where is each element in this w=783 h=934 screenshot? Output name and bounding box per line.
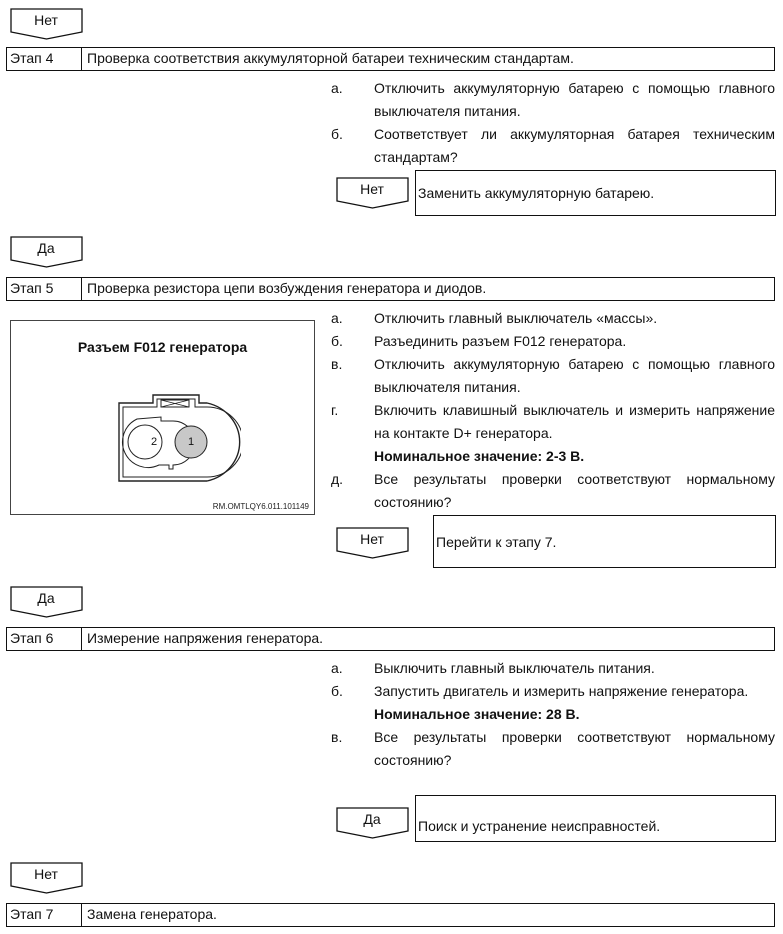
- branch-label: Нет: [34, 866, 58, 882]
- branch-yes-tag: [10, 586, 84, 620]
- instruction-item: [331, 657, 775, 680]
- step-number: Этап 6: [7, 628, 82, 650]
- branch-label: Нет: [34, 12, 58, 28]
- item-text: Разъединить разъем F012 генератора.: [374, 333, 627, 349]
- step-4-branch-tag: [336, 177, 410, 211]
- figure-title: Разъем F012 генератора: [77, 339, 248, 355]
- item-text: Запустить двигатель и измерить напряжение генератора.: [374, 683, 749, 699]
- item-text: Выключить главный выключатель питания.: [374, 660, 655, 676]
- step-6-header: [6, 627, 775, 651]
- item-letter: д.: [331, 471, 344, 487]
- item-text: Все результаты проверки соответствуют нормальному состоянию?: [374, 729, 775, 768]
- item-letter: в.: [331, 729, 343, 745]
- step-number: Этап 4: [7, 48, 82, 70]
- instruction-item: [331, 123, 775, 169]
- item-letter: а.: [331, 80, 343, 96]
- instruction-item: [331, 680, 775, 703]
- step-6-instructions: [331, 657, 775, 772]
- step-4-result-box: [415, 170, 776, 216]
- branch-no-tag: [10, 8, 84, 42]
- pin-1-label: 1: [188, 436, 195, 448]
- instruction-item: [331, 399, 775, 445]
- branch-yes-tag: [10, 236, 84, 270]
- branch-label: Да: [37, 240, 55, 256]
- step-6-branch-tag: [336, 807, 410, 841]
- branch-no-tag: [10, 862, 84, 896]
- pin-2-label: 2: [151, 436, 158, 448]
- nominal-value: Номинальное значение: 28 В.: [374, 706, 580, 722]
- item-text: Все результаты проверки соответствуют нормальному состоянию?: [374, 471, 775, 510]
- item-letter: б.: [331, 126, 343, 142]
- nominal-value: Номинальное значение: 2-3 В.: [374, 448, 585, 464]
- step-title: Измерение напряжения генератора.: [87, 630, 324, 646]
- step-number: Этап 5: [7, 278, 82, 300]
- step-5-branch-tag: [336, 527, 410, 561]
- result-text: Перейти к этапу 7.: [436, 534, 557, 550]
- connector-diagram: [111, 393, 241, 483]
- item-text: Включить клавишный выключатель и измерить напряжение на контакте D+ генератора.: [374, 402, 775, 441]
- branch-label: Нет: [360, 181, 384, 197]
- step-title: Проверка резистора цепи возбуждения генератора и диодов.: [87, 280, 487, 296]
- step-5-result-box: [433, 515, 776, 568]
- connector-figure: [10, 320, 315, 515]
- item-letter: б.: [331, 333, 343, 349]
- item-letter: б.: [331, 683, 343, 699]
- step-title: Проверка соответствия аккумуляторной батареи техническим стандартам.: [87, 50, 574, 66]
- result-text: Заменить аккумуляторную батарею.: [418, 185, 655, 201]
- step-5-header: [6, 277, 775, 301]
- branch-label: Да: [37, 590, 55, 606]
- step-7-header: [6, 903, 775, 927]
- step-4-header: [6, 47, 775, 71]
- item-text: Отключить главный выключатель «массы».: [374, 310, 658, 326]
- step-title: Замена генератора.: [87, 906, 217, 922]
- item-text: Соответствует ли аккумуляторная батарея техническим стандартам?: [374, 126, 775, 165]
- instruction-item: [331, 77, 775, 123]
- instruction-item: [331, 307, 775, 330]
- branch-label: Нет: [360, 531, 384, 547]
- step-4-instructions: [331, 77, 775, 169]
- instruction-item: [331, 353, 775, 399]
- item-text: Отключить аккумуляторную батарею с помощью главного выключателя питания.: [374, 356, 775, 395]
- step-5-instructions: [331, 307, 775, 514]
- item-letter: г.: [331, 402, 339, 418]
- instruction-item: [331, 468, 775, 514]
- instruction-item: [331, 726, 775, 772]
- branch-label: Да: [363, 811, 381, 827]
- item-letter: в.: [331, 356, 343, 372]
- item-letter: а.: [331, 660, 343, 676]
- step-number: Этап 7: [7, 904, 82, 926]
- result-text: Поиск и устранение неисправностей.: [418, 818, 661, 834]
- figure-code: RM.OMTLQY6.011.101149: [212, 502, 309, 511]
- item-text: Отключить аккумуляторную батарею с помощью главного выключателя питания.: [374, 80, 775, 119]
- step-6-result-box: [415, 795, 776, 842]
- instruction-item: [331, 330, 775, 353]
- item-letter: а.: [331, 310, 343, 326]
